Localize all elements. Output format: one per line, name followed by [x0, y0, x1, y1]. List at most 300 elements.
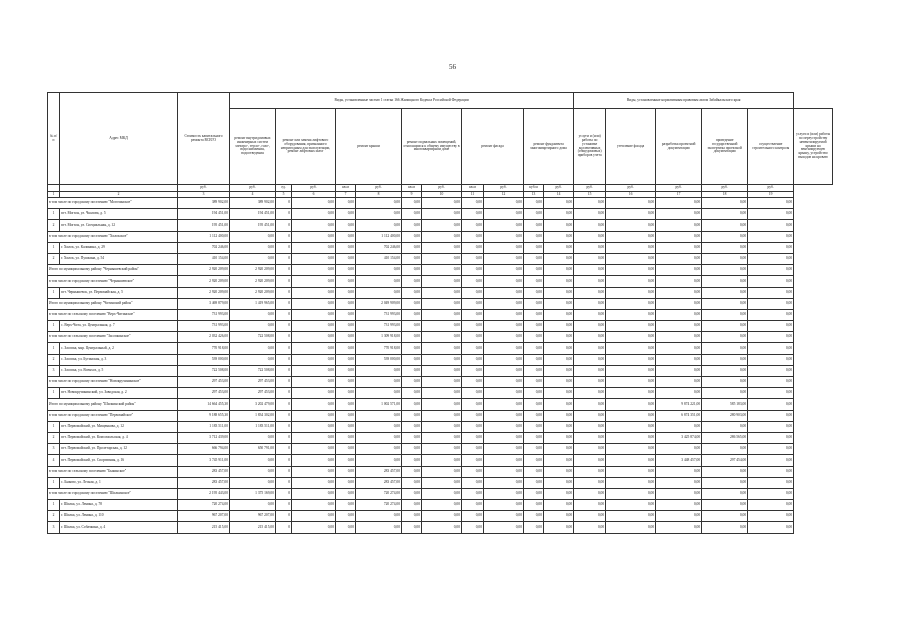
value-cell: 0,00 — [606, 332, 656, 343]
value-cell: 0,00 — [606, 321, 656, 332]
value-cell: 0,00 — [336, 365, 356, 376]
value-cell: 0,00 — [402, 354, 422, 365]
value-cell: 0,00 — [336, 500, 356, 511]
value-cell: 0,00 — [356, 388, 402, 399]
value-cell: 0,00 — [336, 220, 356, 231]
value-cell: 0,00 — [292, 522, 336, 533]
value-cell: 0,00 — [544, 522, 574, 533]
value-cell: 0,00 — [748, 477, 794, 488]
value-cell: 0,00 — [292, 432, 336, 443]
address-cell: с. Засопка, мкр. Центральный, д. 2 — [60, 343, 178, 354]
table-row — [48, 500, 833, 511]
value-cell: 0,00 — [574, 231, 606, 242]
total-cost-cell: 539 000,00 — [178, 354, 230, 365]
value-cell: 0,00 — [748, 287, 794, 298]
value-cell: 0,00 — [484, 198, 524, 209]
value-cell: 0,00 — [484, 209, 524, 220]
value-cell: 0,00 — [606, 365, 656, 376]
value-cell: 0,00 — [748, 377, 794, 388]
unit-label: кв.м — [336, 185, 356, 192]
value-cell: 0,00 — [574, 253, 606, 264]
value-cell: 0,00 — [574, 410, 606, 421]
page-number: 56 — [449, 63, 456, 71]
value-cell: 0,00 — [656, 511, 702, 522]
total-cost-cell: 770 918,00 — [178, 343, 230, 354]
value-cell: 0,00 — [656, 231, 702, 242]
table-row — [48, 343, 833, 354]
subtotal-label: Итого по муниципальному району "Шилкинский район" — [48, 399, 178, 410]
value-cell: 0,00 — [544, 209, 574, 220]
value-cell: 0,00 — [462, 242, 484, 253]
value-cell: 539 000,00 — [356, 354, 402, 365]
subtotal-row — [48, 309, 833, 320]
value-cell: 0,00 — [544, 365, 574, 376]
value-cell: 650 791,00 — [230, 444, 276, 455]
value-cell: 0,00 — [422, 276, 462, 287]
value-cell: 0,00 — [544, 410, 574, 421]
table-row — [48, 444, 833, 455]
unit-label: руб. — [422, 185, 462, 192]
value-cell: 0,00 — [702, 388, 748, 399]
column-number: 5 — [276, 192, 292, 198]
value-cell: 0,00 — [656, 343, 702, 354]
value-cell: 0,00 — [422, 432, 462, 443]
value-cell: 3 425 874,00 — [656, 432, 702, 443]
address-cell: пгт. Новокручининский, ул. Заводская, д. 2 — [60, 388, 178, 399]
subtotal-row — [48, 265, 833, 276]
table-row — [48, 421, 833, 432]
value-cell: 0,00 — [748, 354, 794, 365]
total-cost-cell: 297 453,00 — [178, 377, 230, 388]
total-cost-cell: 3 712 439,00 — [178, 432, 230, 443]
table-row — [48, 522, 833, 533]
value-cell: 0,00 — [292, 231, 336, 242]
value-cell: 0,00 — [524, 477, 544, 488]
value-cell: 0,00 — [230, 253, 276, 264]
value-cell: 0,00 — [544, 332, 574, 343]
table-row — [48, 220, 833, 231]
total-cost-cell: 194 451,00 — [178, 209, 230, 220]
value-cell: 0,00 — [484, 332, 524, 343]
column-number: 9 — [402, 192, 422, 198]
value-cell: 1 183 511,00 — [230, 421, 276, 432]
address-cell: с. Засопка, ул. Бутинская, д. 3 — [60, 354, 178, 365]
value-cell: 0,00 — [524, 466, 544, 477]
value-cell: 0 — [276, 421, 292, 432]
value-cell: 0,00 — [606, 488, 656, 499]
value-cell: 9 874 221,00 — [656, 399, 702, 410]
address-cell: с. Быково, ул. Лесная, д. 1 — [60, 477, 178, 488]
value-cell: 0,00 — [356, 444, 402, 455]
value-cell: 0,00 — [574, 421, 606, 432]
value-cell: 0,00 — [356, 432, 402, 443]
value-cell: 0,00 — [702, 220, 748, 231]
value-cell: 0,00 — [292, 500, 336, 511]
value-cell: 0,00 — [606, 500, 656, 511]
value-cell: 0,00 — [336, 444, 356, 455]
value-cell: 0,00 — [336, 343, 356, 354]
table-row — [48, 209, 833, 220]
table-row — [48, 477, 833, 488]
value-cell: 0,00 — [656, 354, 702, 365]
unit-label: руб. — [484, 185, 524, 192]
total-cost-cell: 3 469 879,00 — [178, 298, 230, 309]
address-cell: пгт. Могзон, ул. Специальная, д. 12 — [60, 220, 178, 231]
value-cell: 0,00 — [336, 511, 356, 522]
value-cell: 0,00 — [544, 399, 574, 410]
value-cell: 0,00 — [336, 231, 356, 242]
value-cell: 0,00 — [356, 377, 402, 388]
value-cell: 0,00 — [544, 377, 574, 388]
value-cell: 0,00 — [422, 444, 462, 455]
value-cell: 0,00 — [292, 209, 336, 220]
value-cell: 0,00 — [484, 511, 524, 522]
value-cell: 0,00 — [748, 444, 794, 455]
value-cell: 0,00 — [656, 488, 702, 499]
value-cell: 0,00 — [748, 309, 794, 320]
value-cell: 585 183,00 — [702, 399, 748, 410]
table-row — [48, 354, 833, 365]
value-cell: 0,00 — [748, 198, 794, 209]
value-cell: 0,00 — [606, 276, 656, 287]
value-cell: 0,00 — [702, 477, 748, 488]
value-cell: 389 902,00 — [230, 198, 276, 209]
total-cost-cell: 967 207,00 — [178, 511, 230, 522]
subtotal-row — [48, 276, 833, 287]
value-cell: 0 — [276, 198, 292, 209]
value-cell: 3 202 479,00 — [230, 399, 276, 410]
value-cell: 0,00 — [574, 287, 606, 298]
value-cell: 722 508,00 — [230, 332, 276, 343]
address-cell: с. Засопка, ул. Военхоз, д. 5 — [60, 365, 178, 376]
value-cell: 0,00 — [544, 477, 574, 488]
unit-label: руб. — [606, 185, 656, 192]
value-cell: 0,00 — [402, 500, 422, 511]
value-cell: 0,00 — [402, 488, 422, 499]
value-cell: 0,00 — [524, 276, 544, 287]
value-cell: 0,00 — [462, 399, 484, 410]
value-cell: 722 508,00 — [230, 365, 276, 376]
value-cell: 0 — [276, 287, 292, 298]
value-cell: 0,00 — [484, 421, 524, 432]
value-cell: 0,00 — [422, 332, 462, 343]
value-cell: 0,00 — [574, 388, 606, 399]
value-cell: 0,00 — [462, 343, 484, 354]
subtotal-row — [48, 488, 833, 499]
value-cell: 0,00 — [574, 332, 606, 343]
value-cell: 0,00 — [544, 488, 574, 499]
unit-label: ед. — [276, 185, 292, 192]
value-cell: 0,00 — [606, 444, 656, 455]
value-cell: 0,00 — [230, 477, 276, 488]
value-cell: 0,00 — [574, 377, 606, 388]
subtotal-label: в том числе по городскому поселению "Первомайское" — [48, 410, 178, 421]
value-cell: 297 454,00 — [702, 455, 748, 466]
value-cell: 0,00 — [524, 231, 544, 242]
table-row — [48, 365, 833, 376]
subtotal-label: в том числе по городскому поселению "Шилкинское" — [48, 488, 178, 499]
total-cost-cell: 1 183 511,00 — [178, 421, 230, 432]
value-cell: 0,00 — [748, 455, 794, 466]
value-cell: 0,00 — [574, 276, 606, 287]
total-cost-cell: 2 032 426,00 — [178, 332, 230, 343]
table-row — [48, 511, 833, 522]
value-cell: 0,00 — [356, 209, 402, 220]
total-cost-cell: 215 415,00 — [178, 522, 230, 533]
value-cell: 0,00 — [748, 399, 794, 410]
value-cell: 0,00 — [484, 466, 524, 477]
value-cell: 0,00 — [462, 455, 484, 466]
value-cell: 2 049 909,00 — [356, 298, 402, 309]
unit-label: руб. — [656, 185, 702, 192]
column-number: 17 — [656, 192, 702, 198]
column-number: 15 — [574, 192, 606, 198]
value-cell: 0,00 — [356, 287, 402, 298]
value-cell: 0,00 — [422, 388, 462, 399]
value-cell: 0,00 — [484, 321, 524, 332]
value-cell: 6 874 351,00 — [656, 410, 702, 421]
value-cell: 0,00 — [402, 432, 422, 443]
value-cell: 0,00 — [336, 488, 356, 499]
value-cell: 297 453,00 — [230, 377, 276, 388]
value-cell: 0,00 — [606, 343, 656, 354]
unit-label: руб. — [292, 185, 336, 192]
value-cell: 0,00 — [484, 488, 524, 499]
total-cost-cell: 2 195 443,00 — [178, 488, 230, 499]
value-cell: 0 — [276, 321, 292, 332]
value-cell: 0,00 — [702, 444, 748, 455]
repair-register-table — [47, 92, 833, 534]
header-roof-conversion: услуги и (или) работы по переустройству невентилируемой крыши на вентилируемую крышу, устройство выходов на кровлю — [794, 109, 833, 185]
row-number: 1 — [48, 477, 60, 488]
value-cell: 0,00 — [402, 377, 422, 388]
value-cell: 0,00 — [422, 321, 462, 332]
value-cell: 0,00 — [230, 343, 276, 354]
subtotal-label: в том числе по городскому поселению "Могочинское" — [48, 198, 178, 209]
value-cell: 0,00 — [336, 354, 356, 365]
value-cell: 0,00 — [402, 242, 422, 253]
value-cell: 0,00 — [574, 365, 606, 376]
header-address: Адрес МКД — [60, 93, 178, 185]
row-number: 1 — [48, 321, 60, 332]
value-cell: 0,00 — [524, 455, 544, 466]
value-cell: 0,00 — [402, 365, 422, 376]
value-cell: 0,00 — [656, 298, 702, 309]
unit-label: руб. — [178, 185, 230, 192]
value-cell: 0,00 — [574, 242, 606, 253]
subtotal-row — [48, 231, 833, 242]
value-cell: 0,00 — [230, 321, 276, 332]
value-cell: 0,00 — [402, 343, 422, 354]
value-cell: 0,00 — [462, 209, 484, 220]
value-cell: 720 274,00 — [356, 500, 402, 511]
value-cell: 0,00 — [356, 198, 402, 209]
value-cell: 0,00 — [292, 444, 336, 455]
value-cell: 0,00 — [484, 455, 524, 466]
value-cell: 0,00 — [524, 410, 544, 421]
value-cell: 0,00 — [656, 265, 702, 276]
value-cell: 0,00 — [656, 388, 702, 399]
value-cell: 0,00 — [402, 410, 422, 421]
value-cell: 0,00 — [422, 343, 462, 354]
value-cell: 0,00 — [656, 522, 702, 533]
subtotal-label: Итого по муниципальному району "Читинский район" — [48, 298, 178, 309]
value-cell: 0 — [276, 455, 292, 466]
value-cell: 0,00 — [606, 231, 656, 242]
address-cell: пгт. Первомайский, ул. Пролетарская, д. 12 — [60, 444, 178, 455]
value-cell: 0,00 — [656, 477, 702, 488]
value-cell: 0,00 — [422, 265, 462, 276]
value-cell: 0,00 — [748, 511, 794, 522]
value-cell: 0,00 — [574, 309, 606, 320]
value-cell: 0,00 — [484, 298, 524, 309]
value-cell: 720 274,00 — [356, 488, 402, 499]
value-cell: 0,00 — [606, 242, 656, 253]
value-cell: 0,00 — [462, 500, 484, 511]
value-cell: 0,00 — [524, 309, 544, 320]
value-cell: 0,00 — [656, 321, 702, 332]
value-cell: 1 112 400,00 — [356, 231, 402, 242]
total-cost-cell: 1 112 400,00 — [178, 231, 230, 242]
value-cell: 0,00 — [606, 466, 656, 477]
value-cell: 0,00 — [748, 410, 794, 421]
address-cell: с. Верх-Чита, ул. Центральная, д. 7 — [60, 321, 178, 332]
value-cell: 0,00 — [544, 511, 574, 522]
value-cell: 0,00 — [336, 466, 356, 477]
subtotal-row — [48, 198, 833, 209]
value-cell: 0 — [276, 466, 292, 477]
value-cell: 0,00 — [702, 377, 748, 388]
value-cell: 0,00 — [484, 432, 524, 443]
value-cell: 0,00 — [292, 298, 336, 309]
value-cell: 0,00 — [422, 287, 462, 298]
value-cell: 0,00 — [356, 265, 402, 276]
value-cell: 0,00 — [356, 421, 402, 432]
value-cell: 0,00 — [656, 365, 702, 376]
value-cell: 0,00 — [524, 377, 544, 388]
value-cell: 0,00 — [230, 466, 276, 477]
value-cell: 0,00 — [462, 220, 484, 231]
value-cell: 0,00 — [292, 488, 336, 499]
value-cell: 0,00 — [292, 309, 336, 320]
value-cell: 0,00 — [462, 253, 484, 264]
header-group-regional: Виды, установленные нормативным правовым актом Забайкальского края — [574, 93, 794, 109]
table-row — [48, 287, 833, 298]
value-cell: 0,00 — [702, 511, 748, 522]
value-cell: 0,00 — [422, 477, 462, 488]
value-cell: 0,00 — [574, 444, 606, 455]
value-cell: 0,00 — [422, 198, 462, 209]
total-cost-cell: 702 246,00 — [178, 242, 230, 253]
value-cell: 0,00 — [292, 354, 336, 365]
value-cell: 0,00 — [462, 231, 484, 242]
value-cell: 0,00 — [524, 209, 544, 220]
header-group-federal: Виды, установленные частью 1 статьи 166 Жилищного Кодекса Российской Федерации — [230, 93, 574, 109]
value-cell: 0,00 — [422, 399, 462, 410]
value-cell: 0,00 — [292, 343, 336, 354]
value-cell: 0,00 — [484, 242, 524, 253]
subtotal-row — [48, 399, 833, 410]
header-foundation: ремонт фундамента многоквартирного дома — [524, 109, 574, 185]
value-cell: 2 920 209,00 — [230, 276, 276, 287]
subtotal-label: в том числе по сельскому поселению "Быкинское" — [48, 466, 178, 477]
value-cell: 1 375 169,00 — [230, 488, 276, 499]
value-cell: 0,00 — [336, 332, 356, 343]
value-cell: 0,00 — [544, 421, 574, 432]
value-cell: 0,00 — [462, 444, 484, 455]
header-lift: ремонт или замена лифтового оборудования, признанного непригодным для эксплуатации, ремонт лифтовых шахт — [276, 109, 336, 185]
value-cell: 0,00 — [292, 377, 336, 388]
value-cell: 0,00 — [402, 220, 422, 231]
value-cell: 0,00 — [544, 343, 574, 354]
total-cost-cell: 720 274,00 — [178, 500, 230, 511]
value-cell: 0,00 — [484, 377, 524, 388]
value-cell: 0,00 — [702, 421, 748, 432]
value-cell: 0,00 — [606, 309, 656, 320]
value-cell: 0,00 — [656, 220, 702, 231]
value-cell: 0,00 — [422, 455, 462, 466]
row-number: 2 — [48, 432, 60, 443]
value-cell: 731 993,00 — [356, 309, 402, 320]
subtotal-label: в том числе по сельскому поселению "Верх-Читинское" — [48, 309, 178, 320]
value-cell: 0,00 — [524, 242, 544, 253]
value-cell: 0,00 — [462, 377, 484, 388]
value-cell: 0,00 — [462, 287, 484, 298]
value-cell: 0,00 — [748, 209, 794, 220]
value-cell: 0,00 — [292, 455, 336, 466]
value-cell: 0,00 — [656, 253, 702, 264]
value-cell: 0,00 — [574, 522, 606, 533]
value-cell: 0,00 — [462, 466, 484, 477]
address-cell: пгт. Могзон, ул. Чкалова, д. 5 — [60, 209, 178, 220]
value-cell: 0,00 — [544, 287, 574, 298]
value-cell: 0,00 — [292, 511, 336, 522]
value-cell: 0,00 — [402, 466, 422, 477]
value-cell: 0,00 — [702, 488, 748, 499]
value-cell: 0,00 — [524, 321, 544, 332]
value-cell: 0,00 — [336, 377, 356, 388]
value-cell: 0,00 — [422, 354, 462, 365]
value-cell: 0,00 — [402, 332, 422, 343]
value-cell: 0,00 — [484, 265, 524, 276]
value-cell: 0,00 — [402, 265, 422, 276]
value-cell: 0,00 — [402, 309, 422, 320]
value-cell: 0,00 — [484, 365, 524, 376]
value-cell: 0,00 — [402, 198, 422, 209]
value-cell: 0,00 — [702, 343, 748, 354]
header-expertise: проведение государственной экспертизы проектной документации — [702, 109, 748, 185]
value-cell: 0,00 — [292, 332, 336, 343]
total-cost-cell: 389 902,00 — [178, 198, 230, 209]
total-cost-cell: 731 993,00 — [178, 309, 230, 320]
value-cell: 0,00 — [574, 298, 606, 309]
value-cell: 0,00 — [230, 354, 276, 365]
unit-label: руб. — [574, 185, 606, 192]
table-row — [48, 253, 833, 264]
column-number: 8 — [356, 192, 402, 198]
row-number: 4 — [48, 455, 60, 466]
header-engineering: ремонт внутридомовых инженерных систем электро-, тепло-, газо-, водоснабжения, водоотведения — [230, 109, 276, 185]
value-cell: 0,00 — [702, 209, 748, 220]
value-cell: 0,00 — [402, 455, 422, 466]
value-cell: 0,00 — [574, 321, 606, 332]
value-cell: 0,00 — [702, 265, 748, 276]
value-cell: 0,00 — [606, 377, 656, 388]
value-cell: 0,00 — [574, 220, 606, 231]
value-cell: 0,00 — [524, 511, 544, 522]
value-cell: 0,00 — [748, 466, 794, 477]
unit-label: кв.м — [462, 185, 484, 192]
